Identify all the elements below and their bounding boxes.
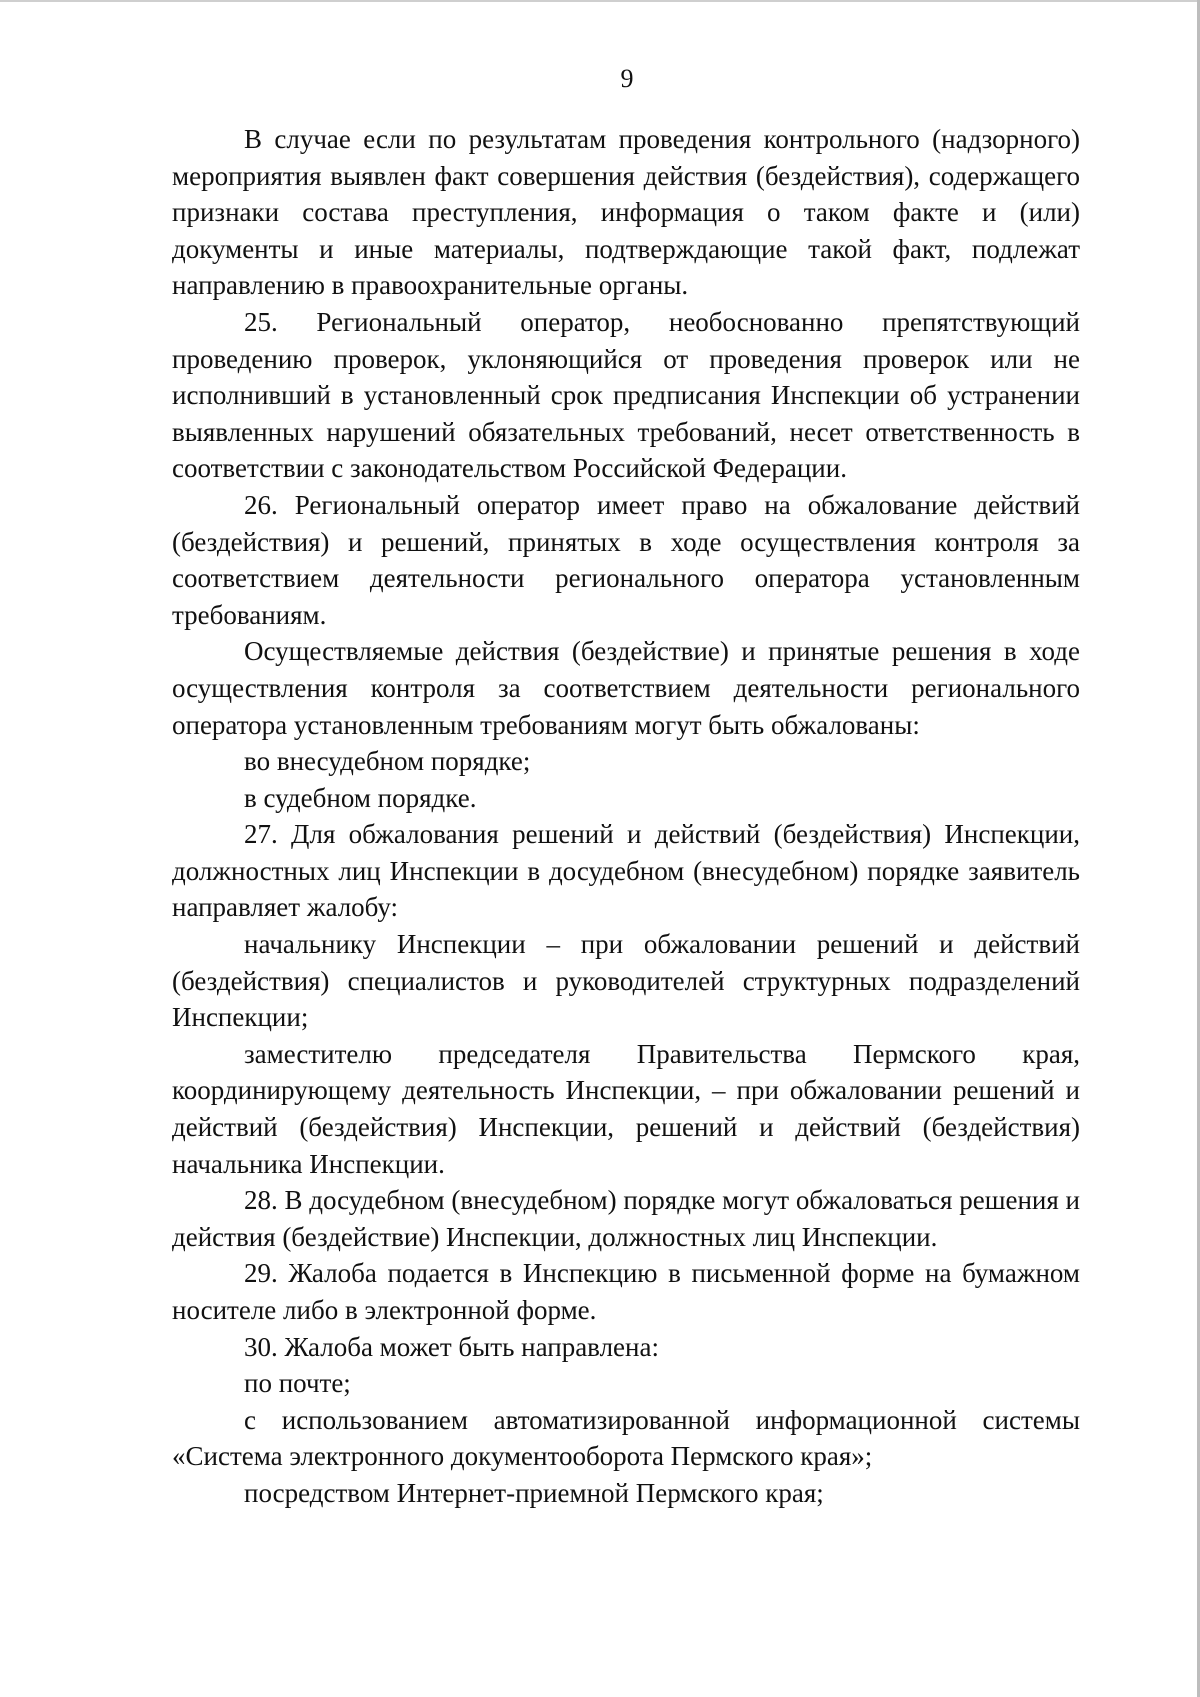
paragraph-28: 28. В досудебном (внесудебном) порядке могут обжаловаться решения и действия (бездействие) Инспекции, должностных лиц Инспекции.: [172, 1185, 1080, 1252]
document-body: [172, 121, 1080, 1512]
list-item-deputy-chairman: заместителю председателя Правительства Пермского края, координирующему деятельность Инспекции, – при обжаловании решений и действий (бездействия) Инспекции, решений и действий (бездействия) начальника Инспекции.: [172, 1038, 1080, 1179]
paragraph-criminal-signs: В случае если по результатам проведения контрольного (надзорного) мероприятия выявлен факт совершения действия (бездействия), содержащего признаки состава преступления, информация о таком факте и (или) документы и иные материалы, подтверждающие такой факт, подлежат направлению в правоохранительные органы.: [172, 124, 1080, 301]
paragraph-29: 29. Жалоба подается в Инспекцию в письменной форме на бумажном носителе либо в электронной форме.: [172, 1258, 1080, 1325]
paragraph-27: 27. Для обжалования решений и действий (бездействия) Инспекции, должностных лиц Инспекции в досудебном (внесудебном) порядке заявитель направляет жалобу:: [172, 819, 1080, 923]
list-item-by-mail: по почте;: [244, 1368, 351, 1399]
paragraph-30: 30. Жалоба может быть направлена:: [244, 1331, 659, 1362]
paragraph-26: 26. Региональный оператор имеет право на обжалование действий (бездействия) и решений, принятых в ходе осуществления контроля за соответствием деятельности регионального оператора установленным требованиям.: [172, 489, 1080, 630]
paragraph-25: 25. Региональный оператор, необоснованно препятствующий проведению проверок, уклоняющийся от проведения проверок или не исполнивший в установленный срок предписания Инспекции об устранении выявленных нарушений обязательных требований, несет ответственность в соответствии с законодательством Российской Федерации.: [172, 306, 1080, 484]
list-item-judicial: в судебном порядке.: [244, 782, 477, 813]
list-item-edms: с использованием автоматизированной информационной системы «Система электронного документооборота Пермского края»;: [172, 1404, 1080, 1472]
paragraph-appeal-ways: Осуществляемые действия (бездействие) и принятые решения в ходе осуществления контроля за соответствием деятельности регионального оператора установленным требованиям могут быть обжалованы:: [172, 636, 1080, 740]
list-item-extrajudicial: во внесудебном порядке;: [244, 746, 531, 777]
page-number: 9: [620, 64, 634, 93]
scan-edge-top: [0, 0, 1200, 2]
list-item-head-of-inspection: начальнику Инспекции – при обжаловании решений и действий (бездействия) специалистов и руководителей структурных подразделений Инспекции;: [172, 929, 1080, 1033]
list-item-internet-reception: посредством Интернет-приемной Пермского края;: [244, 1477, 824, 1508]
